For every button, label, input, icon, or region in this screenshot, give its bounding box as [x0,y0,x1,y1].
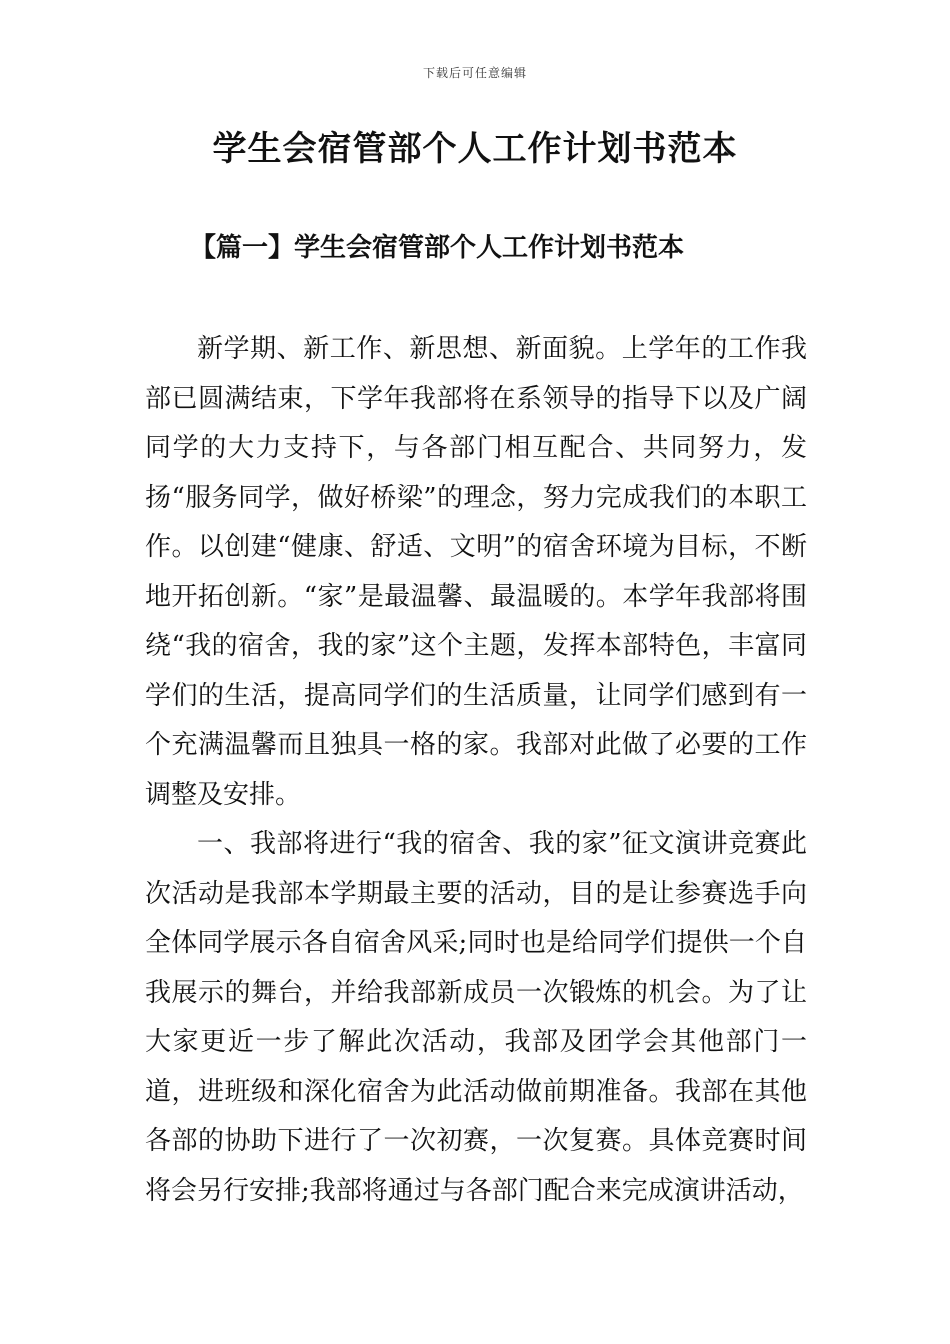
body-paragraph-2: 一、我部将进行“我的宿舍、我的家”征文演讲竞赛此次活动是我部本学期最主要的活动，目的是让参赛选手向全体同学展示各自宿舍风采;同时也是给同学们提供一个自我展示的舞台，并给我部新成员一次锻炼的机会。为了让大家更近一步了解此次活动，我部及团学会其他部门一道，进班级和深化宿舍为此活动做前期准备。我部在其他各部的协助下进行了一次初赛，一次复赛。具体竞赛时间将会另行安排;我部将通过与各部门配合来完成演讲活动， [145,829,807,1206]
body-paragraph-1: 新学期、新工作、新思想、新面貌。上学年的工作我部已圆满结束，下学年我部将在系领导的指导下以及广阔同学的大力支持下，与各部门相互配合、共同努力，发扬“服务同学，做好桥梁”的理念，努力完成我们的本职工作。以创建“健康、舒适、文明”的宿舍环境为目标，不断地开拓创新。“家”是最温馨、最温暖的。本学年我部将围绕“我的宿舍，我的家”这个主题，发挥本部特色，丰富同学们的生活，提高同学们的生活质量，让同学们感到有一个充满温馨而且独具一格的家。我部对此做了必要的工作调整及安排。 [145,334,807,810]
document-body [145,325,807,1216]
header-note: 下载后可任意编辑 [422,66,527,80]
section-heading: 【篇一】学生会宿管部个人工作计划书范本 [190,233,685,263]
document-title: 学生会宿管部个人工作计划书范本 [212,129,738,169]
